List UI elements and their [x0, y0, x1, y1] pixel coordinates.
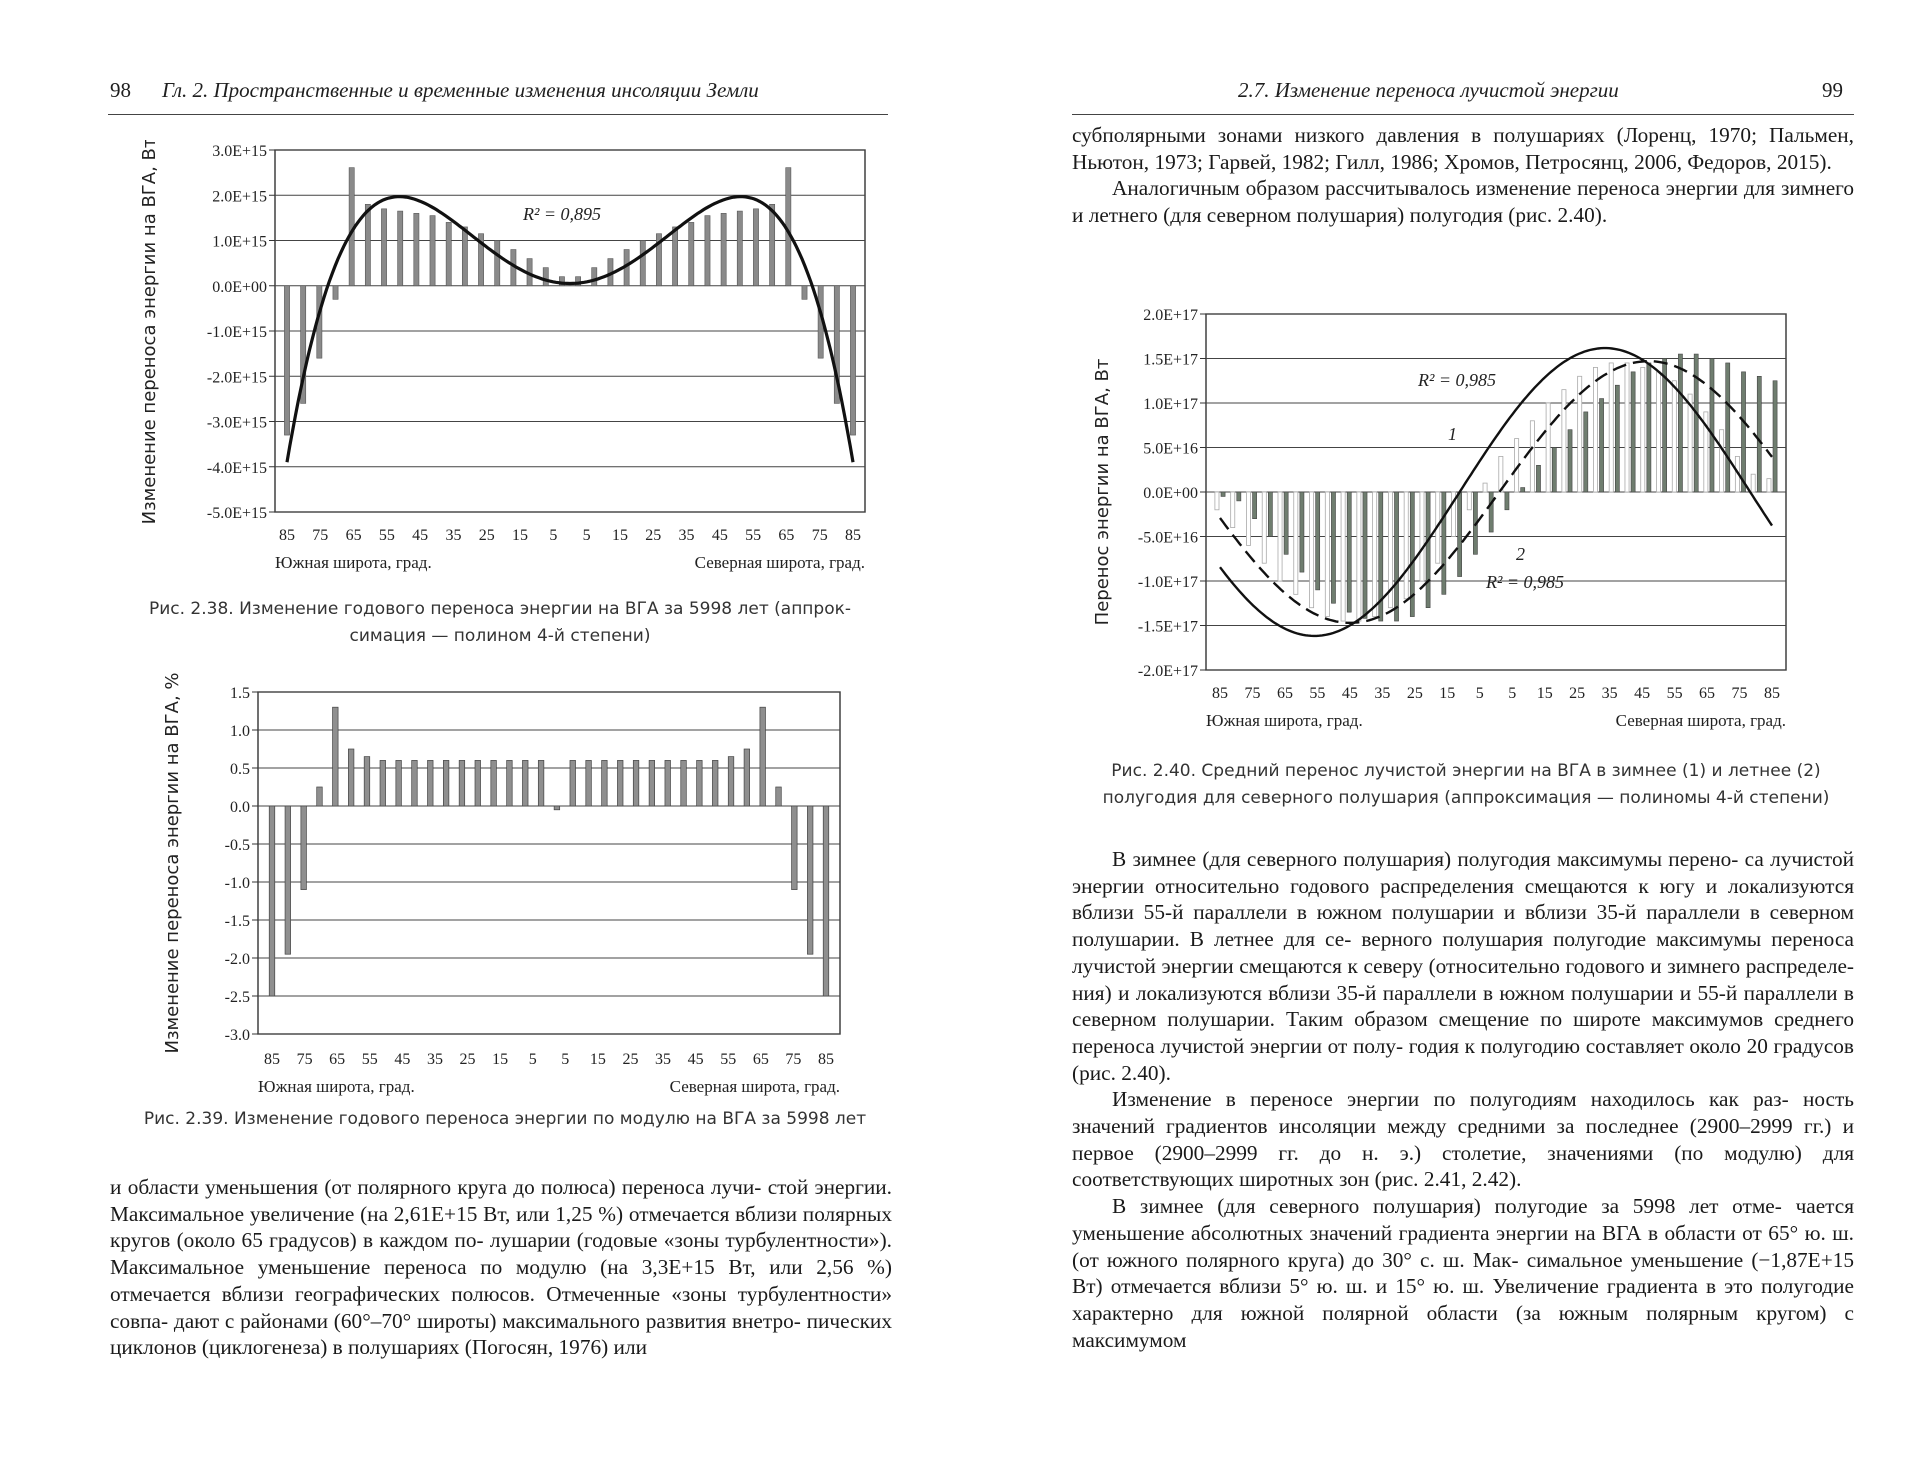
bar-series-2	[1237, 492, 1241, 501]
x-tick-label: 65	[778, 527, 795, 544]
text-line: дают с районами (60°–70° широты) максимального развития внетро-	[173, 1308, 807, 1333]
text-line: отмечается вблизи полярных кругов (около 65 градусов) в каждом по-	[110, 1201, 892, 1253]
bar	[770, 204, 775, 285]
y-tick-label: -0.5	[224, 837, 250, 854]
plot-frame	[258, 692, 840, 1034]
x-tick-label: 5	[1475, 685, 1484, 702]
header-rule	[1072, 114, 1854, 115]
x-axis-label-north: Северная широта, град.	[694, 553, 865, 572]
bar	[673, 227, 678, 286]
paragraph	[1072, 122, 1854, 175]
text-line: и 15° ю. ш. Увеличение градиента в это полугодие характерно для	[1072, 1274, 1854, 1325]
bar-series-2	[1331, 492, 1335, 603]
y-tick-label: -1.0E+15	[206, 324, 267, 341]
y-tick-label: -2.0	[224, 951, 250, 968]
bar	[586, 760, 592, 806]
right-body-bottom	[1072, 846, 1854, 1353]
bar-series-2	[1678, 354, 1682, 492]
x-tick-label: 65	[345, 527, 362, 544]
figure-2-38-chart	[135, 140, 895, 580]
y-tick-label: -1.5	[224, 913, 250, 930]
y-tick-label: 0.0E+00	[1143, 485, 1198, 502]
figure-2-39-chart	[150, 662, 890, 1097]
caption-line: Рис. 2.40. Средний перенос лучистой энергии на ВГА в зимнее (1) и летнее (2)	[1111, 761, 1821, 781]
x-axis-label-north: Северная широта, град.	[1615, 711, 1786, 730]
y-tick-label: -2.0E+15	[206, 369, 267, 387]
bar-series-2	[1458, 492, 1462, 577]
bar-series-1	[1294, 492, 1298, 594]
text-line: и 55-й параллели в северном полушарии. Таким образом смещение	[1072, 980, 1854, 1032]
bar-series-1	[1641, 367, 1645, 492]
text-line: В зимнее (для северного полушария) полугодия максимумы перено-	[1112, 847, 1745, 871]
x-tick-label: 85	[845, 527, 861, 544]
y-tick-label: -5.0E+16	[1137, 529, 1198, 547]
text-line: южной полярной области (за южным полярным кругом) с максимумом	[1072, 1300, 1854, 1352]
x-tick-label: 25	[622, 1051, 639, 1068]
y-axis-label: Изменение переноса энергии на ВГА, %	[162, 672, 183, 1054]
y-tick-label: -4.0E+15	[206, 459, 267, 477]
bar	[776, 787, 782, 806]
y-tick-label: 1.5	[230, 685, 250, 702]
bar-series-1	[1373, 492, 1377, 617]
text-line: и области уменьшения (от полярного круга до полюса) переноса лучи-	[110, 1175, 768, 1199]
x-tick-label: 55	[378, 527, 395, 544]
y-axis-label: Изменение переноса энергии на ВГА, Вт	[139, 140, 160, 525]
bar-series-1	[1278, 492, 1282, 581]
x-tick-label: 15	[492, 1051, 509, 1068]
bar	[543, 268, 548, 286]
bar	[398, 211, 403, 286]
bar-series-2	[1584, 412, 1588, 492]
x-tick-label: 45	[711, 527, 728, 544]
series-2-label: 2	[1516, 544, 1525, 564]
x-tick-label: 5	[1508, 685, 1517, 702]
bar	[396, 760, 402, 806]
running-head: 2.7. Изменение переноса лучистой энергии	[1238, 78, 1619, 102]
bar	[760, 707, 766, 806]
bar	[554, 806, 560, 810]
y-tick-label: 0.0	[230, 799, 250, 816]
bar	[507, 760, 513, 806]
x-tick-label: 15	[589, 1051, 606, 1068]
x-tick-label: 15	[611, 527, 628, 544]
page-number: 98	[110, 78, 131, 102]
y-tick-label: -2.5	[224, 989, 250, 1006]
bar-series-1	[1404, 492, 1408, 599]
page-number: 99	[1822, 78, 1843, 102]
bar	[753, 209, 758, 286]
bar-series-1	[1546, 403, 1550, 492]
bar	[317, 787, 323, 806]
left-body-text	[110, 1174, 892, 1361]
bar-series-2	[1615, 385, 1619, 492]
header-rule	[108, 114, 888, 115]
x-tick-label: 85	[279, 527, 295, 544]
bar-series-2	[1726, 363, 1730, 492]
bar	[705, 216, 710, 286]
paragraph	[1072, 175, 1854, 228]
text-line: (по модулю) для соответствующих широтных зон (рис. 2.41, 2.42).	[1072, 1140, 1854, 1192]
bar	[348, 749, 354, 806]
bar-series-2	[1600, 399, 1604, 492]
series-1-label: 1	[1448, 424, 1457, 444]
x-tick-label: 75	[312, 527, 329, 544]
x-tick-label: 85	[818, 1051, 834, 1068]
y-tick-label: 0.0E+00	[212, 278, 267, 296]
bar-series-1	[1625, 363, 1629, 492]
bar	[792, 806, 798, 890]
bar-series-2	[1426, 492, 1430, 608]
y-tick-label: -3.0	[224, 1027, 250, 1044]
y-tick-label: 5.0E+16	[1143, 440, 1198, 458]
running-head: Гл. 2. Пространственные и временные изменения инсоляции Земли	[162, 78, 759, 102]
bar-series-1	[1467, 492, 1471, 510]
bar	[681, 760, 687, 806]
text-line: (2900–2999 гг.) и первое (2900–2999 гг. до н. э.) столетие, значениями	[1072, 1114, 1854, 1165]
x-tick-label: 75	[1244, 685, 1261, 702]
bar-series-2	[1442, 492, 1446, 594]
bar-series-2	[1316, 492, 1320, 590]
x-tick-label: 55	[1666, 685, 1683, 702]
bar-series-2	[1300, 492, 1304, 572]
caption-line: Рис. 2.39. Изменение годового переноса энергии по модулю на ВГА за 5998 лет	[143, 1109, 867, 1129]
bar	[728, 757, 734, 806]
bar	[592, 268, 597, 286]
bar-series-2	[1221, 492, 1225, 496]
bar	[617, 760, 623, 806]
bar-series-2	[1363, 492, 1367, 618]
y-tick-label: -2.0E+17	[1137, 663, 1198, 680]
caption-line: симация — полином 4-й степени)	[349, 626, 651, 646]
x-tick-label: 35	[655, 1051, 672, 1068]
x-tick-label: 45	[1341, 685, 1358, 702]
bar-series-2	[1647, 363, 1651, 492]
bar	[522, 760, 528, 806]
x-tick-label: 5	[582, 527, 591, 544]
bar	[602, 760, 608, 806]
bar-series-1	[1656, 372, 1660, 492]
bar	[491, 760, 497, 806]
bar	[380, 760, 386, 806]
text-line: пических циклонов (циклогенеза) в полушариях (Погосян, 1976) или	[110, 1308, 892, 1360]
y-tick-label: -1.5E+17	[1137, 618, 1198, 636]
x-tick-label: 35	[678, 527, 695, 544]
text-line: 2006, Федоров, 2015).	[1634, 149, 1832, 174]
y-tick-label: -1.0	[224, 875, 250, 892]
right-body-top	[1072, 122, 1854, 229]
bar	[381, 209, 386, 286]
x-tick-label: 25	[645, 527, 662, 544]
bar-series-1	[1357, 492, 1361, 621]
x-tick-label: 5	[561, 1051, 570, 1068]
bar	[301, 806, 307, 890]
bar-series-2	[1694, 354, 1698, 492]
bar	[802, 286, 807, 300]
bar-series-1	[1688, 394, 1692, 492]
figure-2-40	[1086, 300, 1866, 740]
figure-2-39	[150, 662, 890, 1097]
bar-series-1	[1262, 492, 1266, 563]
x-tick-label: 65	[329, 1051, 346, 1068]
x-tick-label: 15	[1536, 685, 1553, 702]
x-tick-label: 35	[445, 527, 462, 544]
bar-series-1	[1231, 492, 1235, 528]
x-tick-label: 55	[1309, 685, 1326, 702]
bar	[333, 707, 339, 806]
y-axis-label: Перенос энергии на ВГА, Вт	[1092, 358, 1113, 626]
x-tick-label: 25	[1406, 685, 1423, 702]
x-axis-label-south: Южная широта, град.	[258, 1077, 415, 1096]
bar	[649, 760, 655, 806]
bar-series-2	[1536, 465, 1540, 492]
y-tick-label: -1.0E+17	[1137, 574, 1198, 591]
x-tick-label: 15	[1439, 685, 1456, 702]
bar-series-2	[1773, 381, 1777, 492]
text-line: са лучистой энергии относительно годового распределения смещаются	[1072, 847, 1854, 898]
text-line: для зимнего и летнего (для северном полушария) полугодия (рис. 2.40).	[1072, 176, 1854, 228]
caption-line: Рис. 2.38. Изменение годового переноса энергии на ВГА за 5998 лет (аппрок-	[148, 599, 852, 619]
x-tick-label: 35	[1601, 685, 1618, 702]
bar	[364, 757, 370, 806]
text-line: Изменение в переносе энергии по полугодиям находилось как раз-	[1112, 1087, 1803, 1112]
figure-2-39-caption	[110, 1106, 900, 1133]
y-tick-label: -5.0E+15	[206, 505, 267, 522]
figure-2-40-caption	[1066, 758, 1866, 812]
figure-2-38	[135, 140, 895, 580]
x-tick-label: 15	[512, 527, 529, 544]
y-tick-label: 1.0	[230, 723, 250, 740]
text-line: симальное уменьшение (−1,87Е+15 Вт) отмечается вблизи 5° ю. ш.	[1072, 1247, 1855, 1299]
x-tick-label: 85	[264, 1051, 280, 1068]
x-tick-label: 65	[1276, 685, 1293, 702]
bar-series-1	[1720, 430, 1724, 492]
bar-series-1	[1215, 492, 1219, 510]
x-tick-label: 85	[1764, 685, 1780, 702]
bar-series-1	[1530, 421, 1534, 492]
bar	[823, 806, 829, 996]
bar	[459, 760, 465, 806]
x-tick-label: 35	[1374, 685, 1391, 702]
bar	[640, 241, 645, 286]
bar-series-2	[1505, 492, 1509, 510]
x-tick-label: 25	[478, 527, 495, 544]
x-tick-label: 25	[459, 1051, 476, 1068]
bar	[633, 760, 639, 806]
bar-series-1	[1420, 492, 1424, 581]
bar	[697, 760, 703, 806]
text-line: и вблизи 35-й параллели в северном полушарии. В летнее для се-	[1072, 900, 1854, 952]
bar	[414, 213, 419, 285]
text-line: верного полушария полугодие максимумы переноса лучистой энергии	[1072, 927, 1854, 978]
bar	[712, 760, 718, 806]
figure-2-40-chart	[1086, 300, 1866, 740]
x-tick-label: 55	[745, 527, 762, 544]
bar-series-1	[1672, 381, 1676, 492]
bar-series-1	[1562, 390, 1566, 492]
x-tick-label: 55	[720, 1051, 737, 1068]
x-tick-label: 5	[528, 1051, 537, 1068]
y-tick-label: 0.5	[230, 761, 250, 778]
bar	[285, 806, 291, 954]
y-tick-label: 1.0E+17	[1143, 396, 1198, 413]
x-tick-label: 35	[426, 1051, 443, 1068]
x-tick-label: 45	[394, 1051, 411, 1068]
text-line: к югу и локализуются вблизи 55-й параллели в южном полушарии	[1072, 873, 1854, 925]
x-tick-label: 65	[752, 1051, 769, 1068]
text-line: годия к полугодию составляет около 20 градусов (рис. 2.40).	[1072, 1033, 1854, 1085]
bar	[412, 760, 418, 806]
bar-series-2	[1741, 372, 1745, 492]
x-tick-label: 75	[811, 527, 828, 544]
text-line: переноса по модулю (на 3,3Е+15 Вт, или 2,56 %) отмечается вблизи	[110, 1255, 893, 1306]
text-line: В зимнее (для северного полушария) полугодие за 5998 лет отме-	[1112, 1194, 1796, 1219]
bar	[269, 806, 275, 996]
y-tick-label: -3.0E+15	[206, 414, 267, 432]
y-tick-label: 1.5E+17	[1143, 351, 1198, 369]
bar-series-2	[1568, 430, 1572, 492]
x-tick-label: 55	[361, 1051, 378, 1068]
text-line: субполярными зонами низкого давления в полушариях (Лоренц, 1970;	[1072, 123, 1769, 147]
bar	[744, 749, 750, 806]
bar-series-2	[1394, 492, 1398, 621]
bar	[538, 760, 544, 806]
bar-series-1	[1246, 492, 1250, 545]
bar-series-1	[1483, 483, 1487, 492]
x-axis-label-south: Южная широта, град.	[275, 553, 432, 572]
y-tick-label: 2.0E+15	[212, 188, 267, 206]
text-line: Пальмен, Ньютон, 1973; Гарвей, 1982; Гилл, 1986; Хромов, Петросянц,	[1072, 123, 1854, 174]
bar	[570, 760, 576, 806]
bar-series-1	[1751, 474, 1755, 492]
text-line: ность значений градиентов инсоляции между средними за последнее	[1072, 1087, 1854, 1139]
bar-series-1	[1341, 492, 1345, 621]
paragraph	[1072, 1086, 1854, 1193]
caption-line: полугодия для северного полушария (аппроксимация — полиномы 4-й степени)	[1102, 788, 1830, 808]
figure-2-38-caption	[110, 596, 890, 650]
paragraph	[110, 1174, 892, 1361]
text-line: ния) и локализуются вблизи 35-й параллели в южном полушарии	[1072, 980, 1680, 1005]
bar-series-2	[1268, 492, 1272, 537]
x-tick-label: 45	[412, 527, 429, 544]
bar-series-1	[1310, 492, 1314, 608]
text-line: Аналогичным образом рассчитывалось изменение переноса энергии	[1112, 176, 1744, 201]
x-tick-label: 85	[1212, 685, 1228, 702]
x-tick-label: 45	[687, 1051, 704, 1068]
r-squared-annotation-2: R² = 0,985	[1486, 572, 1565, 592]
bar	[284, 286, 289, 435]
bar	[689, 222, 694, 285]
text-line: стой энергии. Максимальное увеличение (на 2,61Е+15 Вт, или 1,25 %)	[110, 1175, 893, 1226]
bar-series-1	[1609, 363, 1613, 492]
text-line: смещаются к северу (относительно годового и зимнего распределе-	[1239, 953, 1854, 978]
bar-series-2	[1631, 372, 1635, 492]
bar-series-2	[1347, 492, 1351, 612]
bar	[428, 760, 434, 806]
text-line: лушарии (годовые «зоны турбулентности»). Максимальное уменьшение	[110, 1228, 892, 1280]
r-squared-annotation: R² = 0,895	[523, 204, 602, 224]
bar	[462, 227, 467, 286]
x-axis-label-north: Северная широта, град.	[669, 1077, 840, 1096]
text-line: по широте максимумов среднего переноса лучистой энергии от полу-	[1072, 1007, 1854, 1058]
r-squared-annotation-1: R² = 0,985	[1418, 370, 1497, 390]
bar	[430, 216, 435, 286]
text-line: чается уменьшение абсолютных значений градиента энергии на ВГА	[1072, 1194, 1854, 1245]
x-tick-label: 65	[1699, 685, 1716, 702]
bar	[446, 222, 451, 285]
bar	[850, 286, 855, 435]
text-line: в области от 65° ю. ш. (от южного полярного круга) до 30° с. ш. Мак-	[1072, 1220, 1854, 1272]
x-tick-label: 45	[1634, 685, 1651, 702]
x-tick-label: 75	[296, 1051, 313, 1068]
bar	[333, 286, 338, 300]
paragraph	[1072, 1193, 1854, 1353]
bar-series-2	[1284, 492, 1288, 554]
paragraph	[1072, 846, 1854, 1086]
x-tick-label: 75	[1731, 685, 1748, 702]
x-axis-label-south: Южная широта, град.	[1206, 711, 1363, 730]
bar-series-1	[1325, 492, 1329, 617]
bar	[737, 211, 742, 286]
bar	[365, 204, 370, 285]
bar	[475, 760, 481, 806]
bar	[665, 760, 671, 806]
text-line: географических полюсов. Отмеченные «зоны турбулентности» совпа-	[110, 1281, 892, 1333]
x-tick-label: 75	[785, 1051, 802, 1068]
bar-series-1	[1593, 367, 1597, 492]
bar	[721, 213, 726, 285]
y-tick-label: 1.0E+15	[212, 233, 267, 251]
bar-series-2	[1552, 448, 1556, 493]
x-tick-label: 5	[549, 527, 558, 544]
bar-series-2	[1757, 376, 1761, 492]
bar	[807, 806, 813, 954]
right-page	[966, 0, 1932, 1484]
bar-series-2	[1489, 492, 1493, 532]
x-tick-label: 25	[1569, 685, 1586, 702]
bar-series-2	[1710, 359, 1714, 493]
bar-series-2	[1253, 492, 1257, 519]
y-tick-label: 2.0E+17	[1143, 307, 1198, 324]
bar	[495, 241, 500, 286]
bar-series-2	[1521, 488, 1525, 492]
y-tick-label: 3.0E+15	[212, 143, 267, 160]
bar	[443, 760, 449, 806]
bar-series-1	[1767, 479, 1771, 492]
